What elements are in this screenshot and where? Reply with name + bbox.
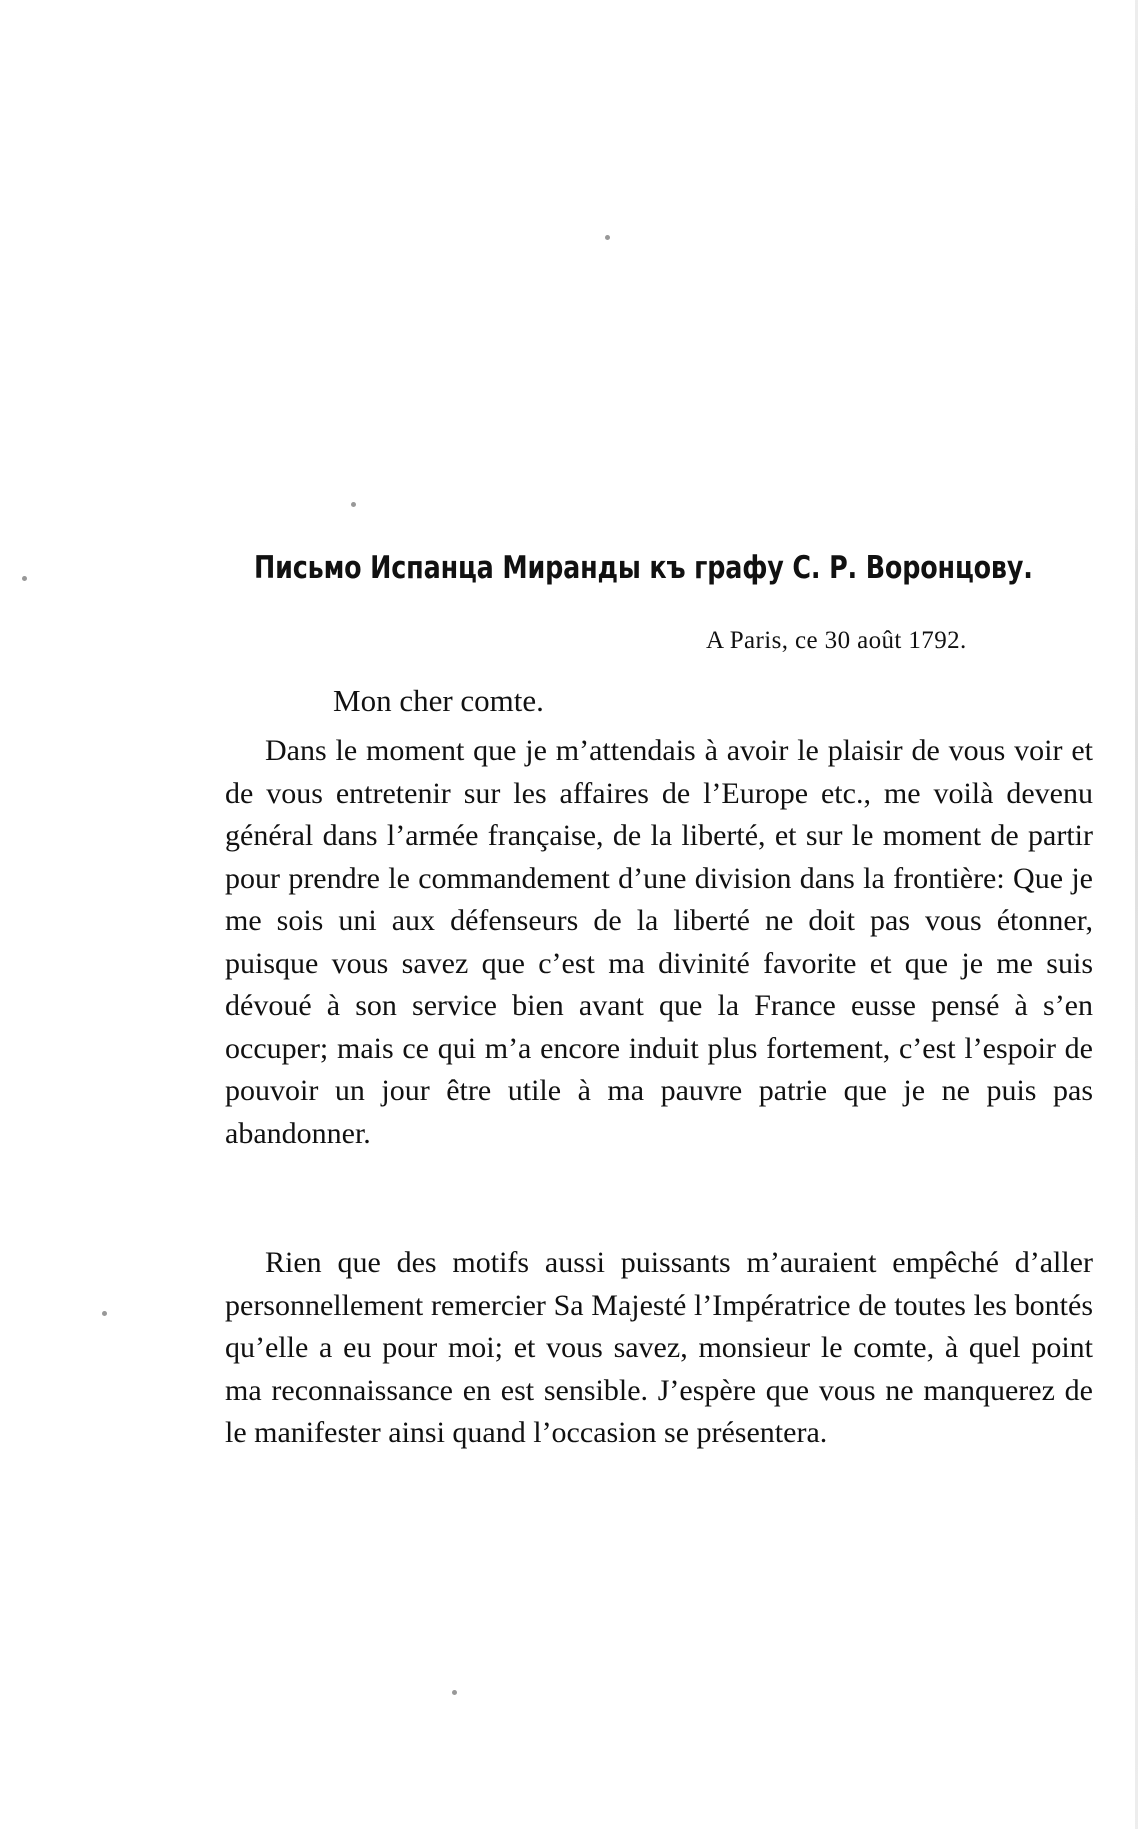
print-speck	[351, 502, 356, 507]
letter-title: Письмо Испанца Миранды къ графу С. Р. Воронцову.	[254, 550, 1033, 586]
letter-paragraph-1: Dans le moment que je m’attendais à avoir le plaisir de vous voir et de vous entretenir sur les affaires de l’Europe etc., me voilà devenu général dans l’armée française, de la liberté, et sur le moment de partir pour prendre le commandement d’une division dans la frontière: Que je me sois uni aux défenseurs de la liberté ne doit pas vous étonner, puisque vous savez que c’est ma divinité favorite et que je me suis dévoué à son service bien avant que la France eusse pensé à s’en occuper; mais ce qui m’a encore induit plus fortement, c’est l’espoir de pouvoir un jour être utile à ma pauvre patrie que je ne puis pas abandonner.	[225, 734, 1093, 1150]
letter-salutation: Mon cher comte.	[333, 683, 544, 718]
page-edge-shadow	[1135, 0, 1138, 1829]
letter-dateline: A Paris, ce 30 août 1792.	[706, 627, 967, 654]
print-speck	[102, 1311, 107, 1316]
print-speck	[452, 1690, 457, 1695]
print-speck	[22, 576, 27, 581]
letter-paragraph-2: Rien que des motifs aussi puissants m’auraient empêché d’aller personnellement remercier Sa Majesté l’Impératrice de toutes les bontés qu’elle a eu pour moi; et vous savez, monsieur le comte, à quel point ma reconnaissance en est sensible. J’espère que vous ne manquerez de le manifester ainsi quand l’occasion se présentera.	[225, 1246, 1093, 1449]
print-speck	[605, 235, 610, 240]
